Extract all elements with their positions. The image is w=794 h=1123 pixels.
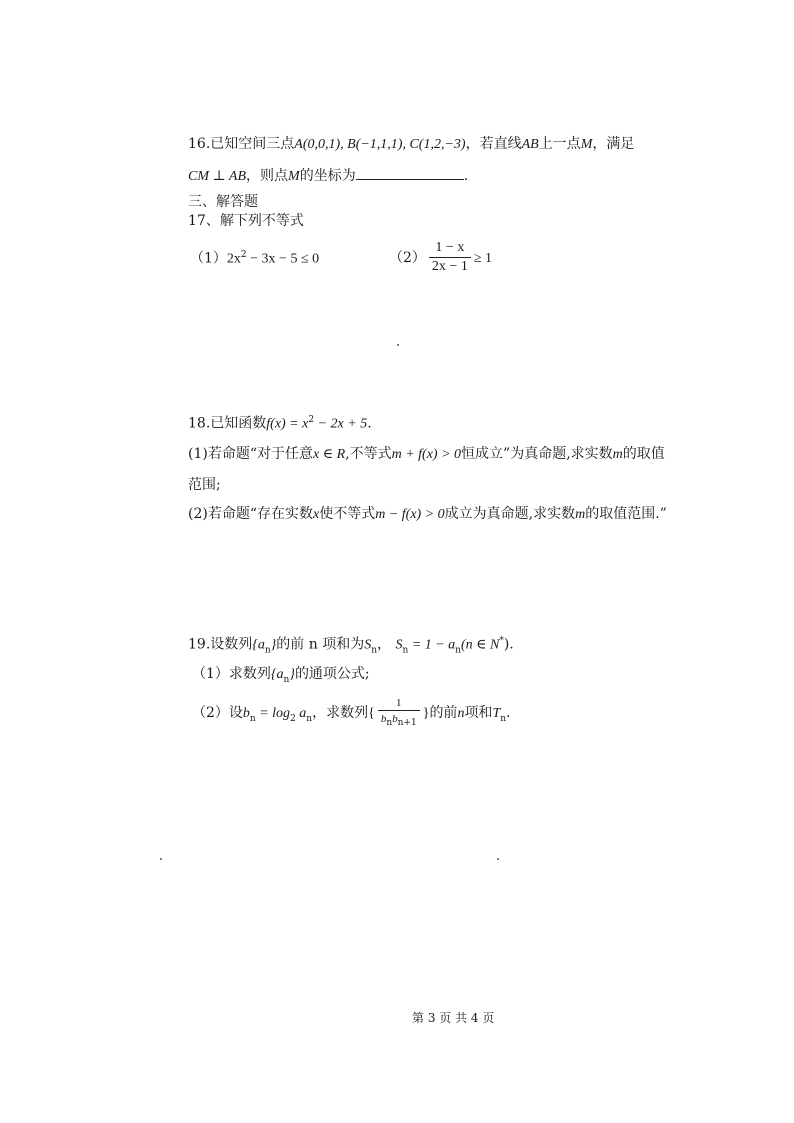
q16-intro: 16.已知空间三点 [188, 136, 295, 152]
page-footer: 第 3 页 共 4 页 [412, 1011, 495, 1025]
q18-p1-b: ,不等式 [345, 446, 392, 462]
q19-p2-b-sub: n [249, 713, 256, 724]
q19-p2-an: a [295, 706, 307, 722]
q16-end: ，满足 [592, 136, 635, 152]
q17-p2-denominator: 2x − 1 [429, 257, 471, 276]
q18-fx-sup: 2 [308, 415, 315, 425]
q19-intro: 19.设数列 [188, 636, 253, 653]
q19-p2-den-b: b [392, 713, 398, 726]
q19-s-sub: n [371, 645, 377, 656]
q17-p1-a: 2x [226, 251, 241, 267]
q18-p1-d: 的取值 [622, 446, 665, 462]
q18-p2-a: (2)若命题“存在实数 [188, 506, 313, 522]
q19-part2 [192, 697, 510, 729]
q19-part1 [192, 666, 370, 686]
q19-p1-seq-end: } [289, 667, 295, 682]
q19-p2-label: （2）设 [192, 705, 243, 722]
q18-p2-m: m [575, 507, 586, 522]
q19-p2-frac-num: 1 [396, 697, 402, 709]
q18-line1 [188, 415, 372, 433]
q16-points: A(0,0,1), B(−1,1,1), C(1,2,−3) [294, 137, 466, 152]
q19-eq-s-sub: n [402, 645, 409, 656]
q19-p2-b: b [242, 706, 250, 722]
q19-p2-den-a: b [380, 713, 387, 726]
q18-line4 [188, 506, 667, 524]
q19-p2-log-sub: 2 [290, 713, 296, 724]
scan-speck [497, 858, 499, 860]
q19-seq-end: } [270, 637, 277, 653]
q16-period: . [463, 168, 469, 184]
q18-period: . [367, 415, 372, 432]
q16-condition: CM ⊥ AB [188, 169, 247, 184]
q19-eq-d: ). [503, 636, 514, 653]
q19-p2-end: . [506, 705, 511, 722]
q18-fx-rest: − 2x + 5 [314, 416, 368, 432]
q17-p2-numerator: 1 − x [435, 240, 465, 255]
q19-p2-rest: 的前 [429, 705, 458, 722]
q18-p1-ineq: m + f(x) > 0 [391, 447, 462, 462]
q17-p1-sup: 2 [240, 250, 247, 260]
q19-p1-seq: {a [270, 667, 284, 682]
q16-point-m: M [580, 137, 593, 152]
q19-p2-t-sub: n [500, 713, 507, 724]
q19-eq-c-sup: * [499, 636, 504, 646]
q19-p2-brace-left: { [368, 706, 375, 722]
q17-p1-label: （1） [190, 250, 227, 267]
q19-mid: 的前 n 项和为 [276, 636, 365, 653]
q19-s: S [364, 637, 372, 653]
q17-p2-rhs: ≥ 1 [473, 250, 493, 266]
scan-speck [397, 344, 399, 346]
q19-line1 [188, 636, 514, 656]
q18-p2-ineq: m − f(x) > 0 [375, 507, 445, 522]
q18-p2-b: 使不等式 [319, 506, 376, 522]
q19-eq-b-sub: n [455, 645, 461, 656]
q18-intro: 18.已知函数 [188, 415, 267, 432]
q16-point-m-2: M [288, 169, 300, 184]
q18-p1-a: (1)若命题“对于任意 [188, 446, 313, 462]
q19-p2-frac-den [378, 710, 420, 729]
q19-p2-mid: ，求数列 [312, 705, 369, 722]
q19-p2-t: T [492, 706, 501, 722]
q18-p2-c: 成立为真命题,求实数 [444, 506, 576, 522]
q18-p2-x: x [313, 507, 320, 522]
section3-title: 三、解答题 [188, 194, 258, 210]
q16-line2 [188, 167, 468, 186]
q19-eq-c: (n ∈ N [460, 637, 500, 653]
q19-p1-rest: 的通项公式; [294, 666, 370, 682]
q16-ask-post: 的坐标为 [299, 168, 356, 184]
q18-fx: f(x) = x [266, 416, 309, 432]
q17-part2 [389, 240, 492, 276]
q18-p1-m: m [612, 447, 623, 462]
q18-line3: 范围; [188, 477, 221, 493]
q19-p1-label: （1）求数列 [192, 666, 271, 682]
q16-ask-pre: ，则点 [246, 168, 289, 184]
q19-p2-brace-right: } [422, 706, 430, 722]
q19-p2-n: n [457, 706, 465, 722]
q16-line1 [188, 136, 634, 154]
q17-title: 17、解下列不等式 [188, 213, 304, 229]
q19-p2-fraction [378, 697, 420, 729]
q17-part1 [190, 250, 319, 268]
q19-comma: ， [377, 636, 391, 653]
q19-eq-b: = 1 − a [408, 637, 456, 653]
q18-p1-c: 恒成立”为真命题,求实数 [461, 446, 613, 462]
q17-p2-label: （2） [389, 249, 426, 266]
q16-answer-blank [356, 167, 464, 180]
q18-line2 [188, 446, 665, 464]
q19-eq-s: S [395, 637, 403, 653]
q19-p2-den-a-sub: n [386, 718, 393, 729]
q19-seq-sub: n [264, 645, 271, 656]
q19-p2-an-sub: n [306, 713, 313, 724]
q19-p2-eq: = log [255, 706, 291, 722]
q19-p2-den-b-sub: n+1 [397, 718, 417, 729]
q19-seq: {a [252, 637, 265, 653]
q16-mid: ，若直线 [465, 136, 522, 152]
q17-p1-b: − 3x − 5 ≤ 0 [246, 251, 320, 267]
q19-p2-rest2: 项和 [464, 705, 493, 722]
q18-p2-d: 的取值范围.” [585, 506, 667, 522]
scan-speck [160, 858, 162, 860]
q18-p1-set: x ∈ R [313, 447, 346, 462]
q16-mid2: 上一点 [538, 136, 581, 152]
q17-p2-fraction [429, 240, 471, 276]
q19-p1-seq-sub: n [283, 674, 290, 685]
q16-line-ab: AB [521, 137, 539, 152]
